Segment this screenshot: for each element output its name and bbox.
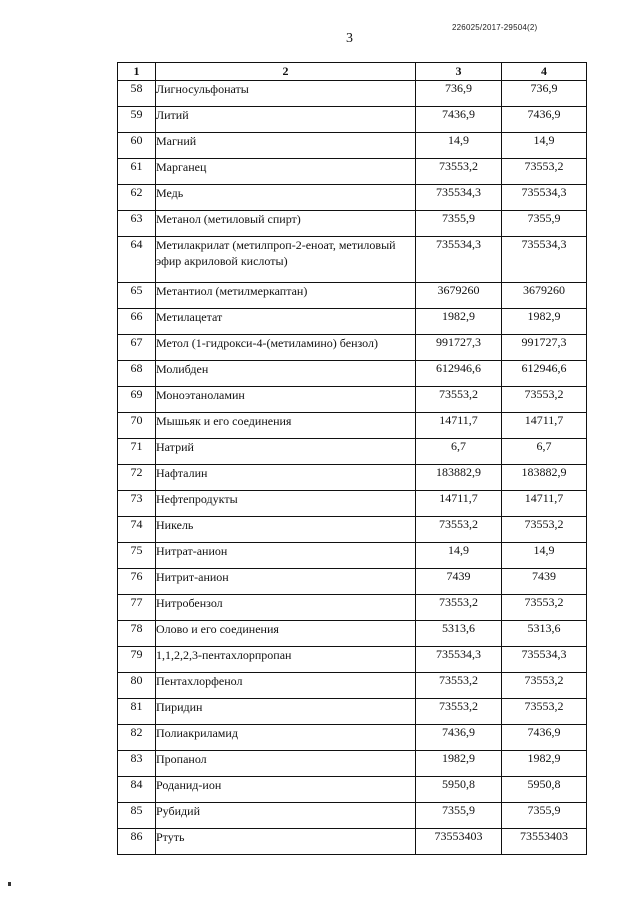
row-number: 85	[118, 803, 156, 829]
value-column-4: 5950,8	[502, 777, 587, 803]
substance-name: Нефтепродукты	[156, 491, 416, 517]
table-row	[118, 283, 587, 309]
value-column-3: 991727,3	[416, 335, 502, 361]
table-row	[118, 159, 587, 185]
table-row	[118, 595, 587, 621]
table-row	[118, 387, 587, 413]
table-row	[118, 133, 587, 159]
table-row	[118, 309, 587, 335]
value-column-3: 6,7	[416, 439, 502, 465]
value-column-4: 735534,3	[502, 185, 587, 211]
value-column-4: 736,9	[502, 81, 587, 107]
value-column-4: 1982,9	[502, 751, 587, 777]
value-column-4: 7355,9	[502, 211, 587, 237]
substance-name: Мышьяк и его соединения	[156, 413, 416, 439]
column-header-4: 4	[502, 63, 587, 81]
row-number: 77	[118, 595, 156, 621]
column-header-1: 1	[118, 63, 156, 81]
value-column-3: 3679260	[416, 283, 502, 309]
value-column-3: 612946,6	[416, 361, 502, 387]
row-number: 64	[118, 237, 156, 283]
table-row	[118, 517, 587, 543]
value-column-3: 736,9	[416, 81, 502, 107]
value-column-4: 6,7	[502, 439, 587, 465]
substance-name: Литий	[156, 107, 416, 133]
row-number: 84	[118, 777, 156, 803]
table-row	[118, 361, 587, 387]
row-number: 65	[118, 283, 156, 309]
value-column-3: 183882,9	[416, 465, 502, 491]
table-row	[118, 621, 587, 647]
column-header-3: 3	[416, 63, 502, 81]
row-number: 75	[118, 543, 156, 569]
substance-name: Метилакрилат (метилпроп-2-еноат, метиловый эфир акриловой кислоты)	[156, 237, 416, 283]
substance-name: Нитрит-анион	[156, 569, 416, 595]
value-column-4: 183882,9	[502, 465, 587, 491]
substance-table	[117, 62, 587, 855]
substance-name: Нитрат-анион	[156, 543, 416, 569]
value-column-3: 735534,3	[416, 237, 502, 283]
value-column-4: 5313,6	[502, 621, 587, 647]
value-column-4: 73553,2	[502, 387, 587, 413]
table-row	[118, 185, 587, 211]
substance-name: Метанол (метиловый спирт)	[156, 211, 416, 237]
substance-name: Лигносульфонаты	[156, 81, 416, 107]
row-number: 69	[118, 387, 156, 413]
value-column-3: 5313,6	[416, 621, 502, 647]
value-column-3: 14711,7	[416, 413, 502, 439]
row-number: 73	[118, 491, 156, 517]
value-column-4: 735534,3	[502, 647, 587, 673]
table-row	[118, 465, 587, 491]
substance-name: Пиридин	[156, 699, 416, 725]
value-column-4: 73553403	[502, 829, 587, 855]
value-column-4: 7436,9	[502, 725, 587, 751]
table-header	[118, 63, 587, 81]
value-column-4: 73553,2	[502, 673, 587, 699]
substance-name: 1,1,2,2,3-пентахлорпропан	[156, 647, 416, 673]
column-header-2: 2	[156, 63, 416, 81]
value-column-3: 73553,2	[416, 517, 502, 543]
row-number: 67	[118, 335, 156, 361]
header-row	[118, 63, 587, 81]
substance-name: Метол (1-гидрокси-4-(метиламино) бензол)	[156, 335, 416, 361]
table-row	[118, 107, 587, 133]
value-column-3: 7355,9	[416, 211, 502, 237]
substance-name: Натрий	[156, 439, 416, 465]
row-number: 81	[118, 699, 156, 725]
value-column-4: 73553,2	[502, 595, 587, 621]
value-column-4: 73553,2	[502, 699, 587, 725]
table-row	[118, 543, 587, 569]
row-number: 60	[118, 133, 156, 159]
value-column-3: 73553,2	[416, 699, 502, 725]
value-column-3: 7355,9	[416, 803, 502, 829]
value-column-4: 14,9	[502, 133, 587, 159]
substance-name: Роданид-ион	[156, 777, 416, 803]
row-number: 59	[118, 107, 156, 133]
substance-name: Медь	[156, 185, 416, 211]
table-row	[118, 211, 587, 237]
value-column-3: 73553403	[416, 829, 502, 855]
table-row	[118, 569, 587, 595]
value-column-3: 735534,3	[416, 185, 502, 211]
row-number: 82	[118, 725, 156, 751]
table-row	[118, 829, 587, 855]
scan-mark	[8, 882, 11, 886]
row-number: 62	[118, 185, 156, 211]
row-number: 61	[118, 159, 156, 185]
value-column-3: 1982,9	[416, 309, 502, 335]
row-number: 66	[118, 309, 156, 335]
table-row	[118, 725, 587, 751]
substance-name: Олово и его соединения	[156, 621, 416, 647]
value-column-4: 14,9	[502, 543, 587, 569]
table-row	[118, 81, 587, 107]
row-number: 70	[118, 413, 156, 439]
value-column-3: 735534,3	[416, 647, 502, 673]
row-number: 68	[118, 361, 156, 387]
table-row	[118, 237, 587, 283]
row-number: 58	[118, 81, 156, 107]
value-column-3: 14,9	[416, 133, 502, 159]
substance-name: Магний	[156, 133, 416, 159]
substance-name: Моноэтаноламин	[156, 387, 416, 413]
table-body	[118, 81, 587, 855]
value-column-4: 3679260	[502, 283, 587, 309]
row-number: 86	[118, 829, 156, 855]
row-number: 78	[118, 621, 156, 647]
value-column-4: 991727,3	[502, 335, 587, 361]
table-row	[118, 751, 587, 777]
substance-name: Пентахлорфенол	[156, 673, 416, 699]
row-number: 72	[118, 465, 156, 491]
table-row	[118, 439, 587, 465]
substance-name: Метилацетат	[156, 309, 416, 335]
value-column-3: 14711,7	[416, 491, 502, 517]
value-column-4: 14711,7	[502, 413, 587, 439]
value-column-4: 7439	[502, 569, 587, 595]
value-column-4: 1982,9	[502, 309, 587, 335]
row-number: 79	[118, 647, 156, 673]
substance-name: Молибден	[156, 361, 416, 387]
value-column-3: 73553,2	[416, 159, 502, 185]
table-row	[118, 673, 587, 699]
row-number: 80	[118, 673, 156, 699]
value-column-4: 73553,2	[502, 159, 587, 185]
substance-name: Метантиол (метилмеркаптан)	[156, 283, 416, 309]
value-column-4: 612946,6	[502, 361, 587, 387]
table-row	[118, 699, 587, 725]
row-number: 76	[118, 569, 156, 595]
value-column-3: 7436,9	[416, 107, 502, 133]
substance-name: Никель	[156, 517, 416, 543]
table-row	[118, 491, 587, 517]
substance-name: Нафталин	[156, 465, 416, 491]
value-column-3: 1982,9	[416, 751, 502, 777]
value-column-3: 73553,2	[416, 595, 502, 621]
table-row	[118, 647, 587, 673]
document-id: 226025/2017-29504(2)	[452, 23, 538, 32]
table-row	[118, 335, 587, 361]
substance-name: Пропанол	[156, 751, 416, 777]
row-number: 74	[118, 517, 156, 543]
table-row	[118, 777, 587, 803]
value-column-4: 73553,2	[502, 517, 587, 543]
row-number: 63	[118, 211, 156, 237]
value-column-4: 14711,7	[502, 491, 587, 517]
value-column-3: 5950,8	[416, 777, 502, 803]
table-row	[118, 413, 587, 439]
table-row	[118, 803, 587, 829]
value-column-3: 7439	[416, 569, 502, 595]
substance-name: Полиакриламид	[156, 725, 416, 751]
row-number: 71	[118, 439, 156, 465]
value-column-4: 7355,9	[502, 803, 587, 829]
value-column-4: 735534,3	[502, 237, 587, 283]
value-column-3: 7436,9	[416, 725, 502, 751]
value-column-3: 73553,2	[416, 673, 502, 699]
page-number: 3	[346, 31, 353, 46]
substance-name: Ртуть	[156, 829, 416, 855]
substance-name: Нитробензол	[156, 595, 416, 621]
value-column-4: 7436,9	[502, 107, 587, 133]
substance-name: Рубидий	[156, 803, 416, 829]
row-number: 83	[118, 751, 156, 777]
value-column-3: 73553,2	[416, 387, 502, 413]
substance-name: Марганец	[156, 159, 416, 185]
value-column-3: 14,9	[416, 543, 502, 569]
